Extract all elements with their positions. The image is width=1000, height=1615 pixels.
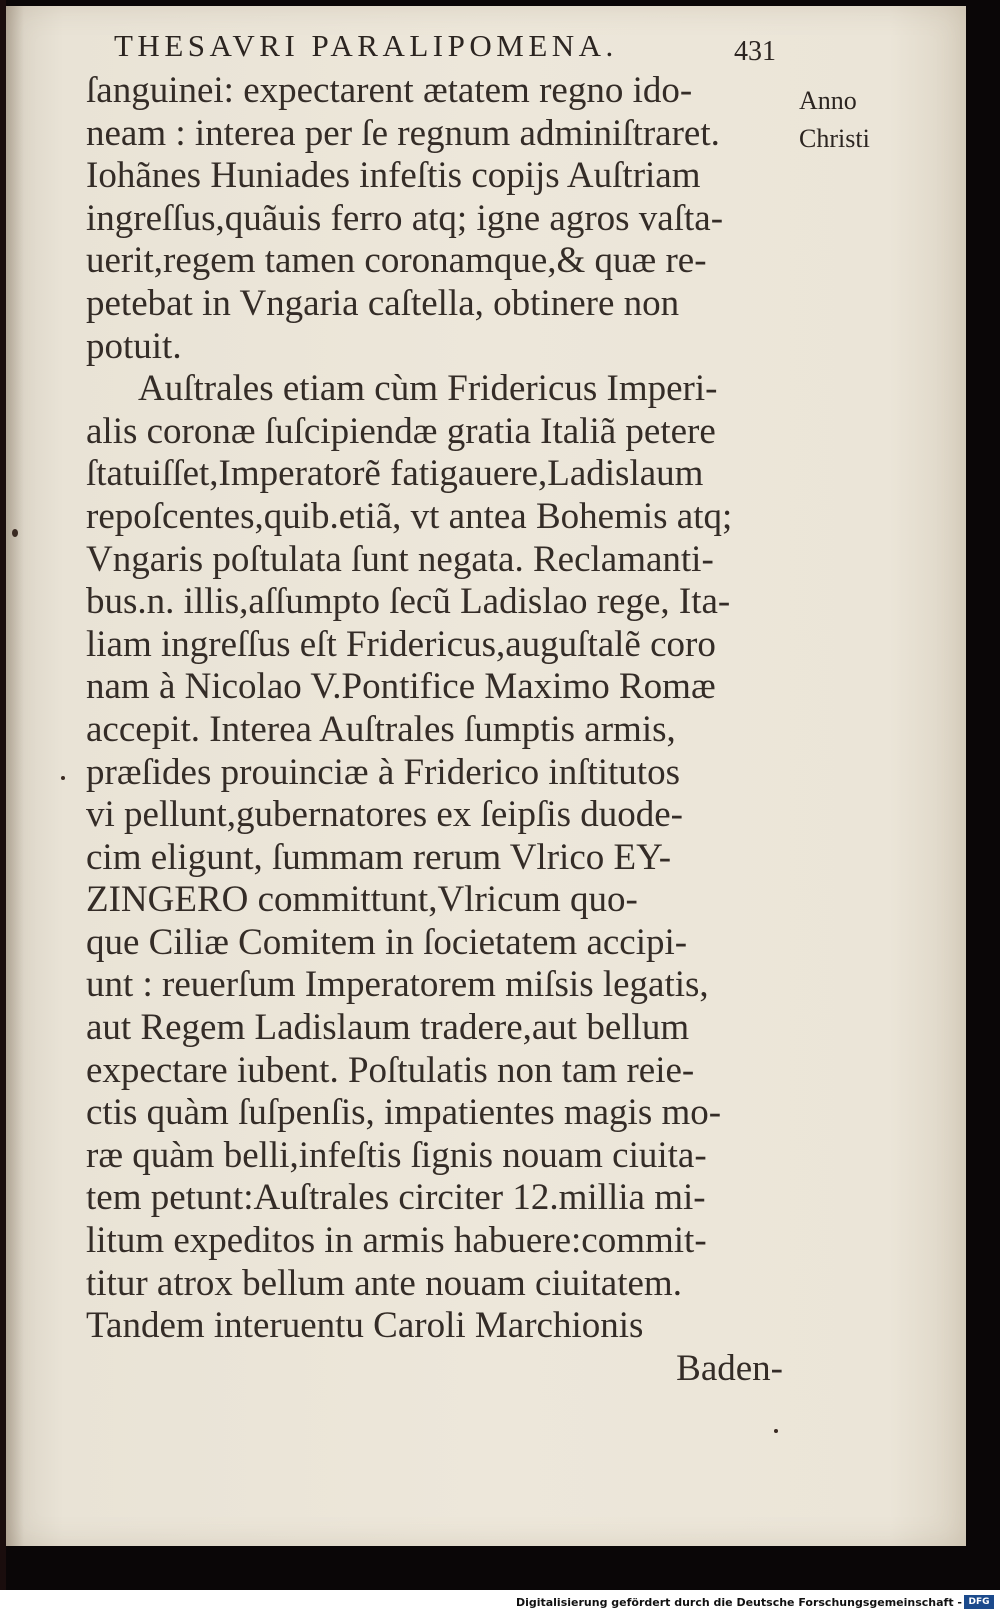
text-line: ſtatuiſſet,Imperatorẽ fatigauere,Ladislaum <box>86 453 704 495</box>
ink-fleck <box>12 529 18 537</box>
text-line: litum expeditos in armis habuere:commit- <box>86 1220 707 1262</box>
text-line: præſides prouinciæ à Friderico inſtitutos <box>86 751 680 793</box>
text-line: Vngaris poſtulata ſunt negata. Reclamanti- <box>86 538 714 580</box>
text-line: cim eligunt, ſummam rerum Vlrico EY- <box>86 836 672 878</box>
text-line: ræ quàm belli,infeſtis ſignis nouam ciuita- <box>86 1134 707 1176</box>
text-line: ſanguinei: expectarent ætatem regno ido- <box>86 70 693 111</box>
margin-note-line: Anno <box>799 86 857 115</box>
text-line: petebat in Vngaria caſtella, obtinere non <box>86 282 680 324</box>
text-line: Tandem interuentu Caroli Marchionis <box>86 1305 644 1347</box>
page-number: 431 <box>734 36 776 67</box>
text-line: titur atrox bellum ante nouam ciuitatem. <box>86 1262 682 1304</box>
text-line: que Ciliæ Comitem in ſocietatem accipi- <box>86 921 688 963</box>
running-head: THESAVRI PARALIPOMENA. <box>114 28 618 63</box>
margin-note-line: Christi <box>799 124 870 153</box>
text-line: ingreſſus,quãuis ferro atq; igne agros vaſta- <box>86 197 724 239</box>
book-page <box>6 6 966 1546</box>
text-line: tem petunt:Auſtrales circiter 12.millia mi- <box>86 1177 706 1219</box>
catchword: Baden- <box>676 1347 783 1389</box>
digitization-credit: Digitalisierung gefördert durch die Deutsche Forschungsgemeinschaft - <box>515 1596 962 1609</box>
text-line: accepit. Interea Auſtrales ſumptis armis, <box>86 708 676 750</box>
text-line: uerit,regem tamen coronamque,& quæ re- <box>86 240 707 282</box>
text-line: Iohãnes Huniades infeſtis copijs Auſtriam <box>86 155 701 197</box>
margin-note <box>799 82 870 158</box>
dfg-logo: DFG <box>964 1595 994 1609</box>
text-line: expectare iubent. Poſtulatis non tam reie- <box>86 1049 695 1091</box>
text-line: potuit. <box>86 325 182 367</box>
text-line-paragraph-start: Auſtrales etiam cùm Fridericus Imperi- <box>138 368 718 410</box>
text-line: ctis quàm ſuſpenſis, impatientes magis mo- <box>86 1092 722 1134</box>
text-line: neam : interea per ſe regnum adminiſtraret. <box>86 112 720 154</box>
text-line: repoſcentes,quib.etiã, vt antea Bohemis atq; <box>86 495 733 537</box>
body-text <box>86 70 791 1390</box>
text-line: unt : reuerſum Imperatorem miſsis legatis, <box>86 964 709 1006</box>
ink-fleck <box>61 776 65 780</box>
text-line: nam à Nicolao V.Pontifice Maximo Romæ <box>86 666 716 708</box>
ink-fleck <box>774 1429 778 1433</box>
text-line: alis coronæ ſuſcipiendæ gratia Italiã petere <box>86 410 716 452</box>
text-line: liam ingreſſus eſt Fridericus,auguſtalẽ coro <box>86 623 716 665</box>
text-line: aut Regem Ladislaum tradere,aut bellum <box>86 1007 690 1049</box>
text-line: vi pellunt,gubernatores ex ſeipſis duode- <box>86 794 683 836</box>
text-line: bus.n. illis,aſſumpto ſecũ Ladislao rege, Ita- <box>86 581 731 623</box>
text-line: ZINGERO committunt,Vlricum quo- <box>86 879 638 921</box>
